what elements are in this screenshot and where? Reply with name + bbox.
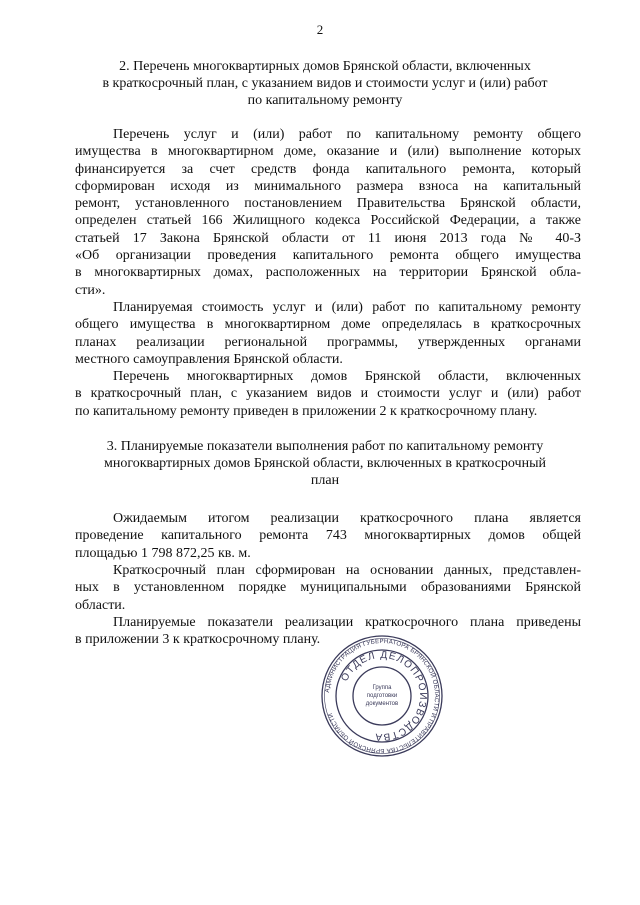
text-line: Ожидаемым итогом реализации краткосрочного плана является xyxy=(113,511,581,526)
text-line: общего имущества в многоквартирном доме определялась в краткосрочных xyxy=(75,317,581,333)
heading-line: по капитальному ремонту xyxy=(247,93,403,108)
text-line: площадью 1 798 872,25 кв. м. xyxy=(75,545,251,561)
section-3-paragraph-2 xyxy=(75,562,581,614)
section-2-paragraph-1 xyxy=(75,126,581,299)
text-line: имущества в многоквартирном доме, оказание и (или) выполнение которых xyxy=(75,144,581,160)
section-2-paragraph-2 xyxy=(75,299,581,368)
heading-line: 3. Планируемые показатели выполнения работ по капитальному ремонту xyxy=(106,439,544,454)
text-line: ремонт, установленного постановлением Правительства Брянской области, xyxy=(75,196,581,212)
heading-line: план xyxy=(310,473,340,488)
text-line: в краткосрочный план, с указанием видов и стоимости услуг и (или) работ xyxy=(75,386,581,402)
section-3-heading xyxy=(60,438,590,489)
text-line: планах реализации региональной программы, утвержденных органами xyxy=(75,334,581,350)
text-line: финансируется за счет средств фонда капитального ремонта, который xyxy=(75,161,581,177)
text-line: Планируемые показатели реализации краткосрочного плана приведены xyxy=(113,615,581,630)
page-number: 2 xyxy=(316,22,324,37)
text-line: Перечень услуг и (или) работ по капитальному ремонту общего xyxy=(113,127,581,142)
section-3-paragraph-1 xyxy=(75,510,581,562)
office-stamp xyxy=(320,634,444,758)
text-line: Планируемая стоимость услуг и (или) работ по капитальному ремонту xyxy=(113,300,581,315)
stamp-outer-text: АДМИНИСТРАЦИЯ ГУБЕРНАТОРА БРЯНСКОЙ ОБЛАСТИ И ПРАВИТЕЛЬСТВА БРЯНСКОЙ ОБЛАСТИ xyxy=(324,637,441,755)
text-line: проведение капитального ремонта 743 многоквартирных домов общей xyxy=(75,528,581,544)
text-line: Краткосрочный план сформирован на основании данных, представлен- xyxy=(113,563,581,578)
text-line: «Об организации проведения капитального ремонта общего имущества xyxy=(75,248,581,264)
text-line: статьей 17 Закона Брянской области от 11 июня 2013 года № 40-З xyxy=(75,230,581,246)
stamp-center-line: Группа xyxy=(372,685,392,691)
text-line: ных в установленном порядке муниципальными образованиями Брянской xyxy=(75,580,581,596)
heading-line: в краткосрочный план, с указанием видов и стоимости услуг и (или) работ xyxy=(102,76,548,91)
text-line: определен статьей 166 Жилищного кодекса Российской Федерации, а также xyxy=(75,213,581,229)
stamp-center-line: документов xyxy=(365,701,399,707)
section-2-paragraph-3 xyxy=(75,368,581,420)
heading-line: многоквартирных домов Брянской области, включенных в краткосрочный xyxy=(104,456,546,471)
text-line: по капитальному ремонту приведен в приложении 2 к краткосрочному плану. xyxy=(75,403,538,419)
stamp-inner-text: ОТДЕЛ ДЕЛОПРОИЗВОДСТВА xyxy=(339,649,429,743)
text-line: Перечень многоквартирных домов Брянской области, включенных xyxy=(113,369,581,384)
text-line: области. xyxy=(75,597,126,613)
stamp-center-line: подготовки xyxy=(366,693,398,699)
heading-line: 2. Перечень многоквартирных домов Брянской области, включенных xyxy=(119,59,531,74)
text-line: в приложении 3 к краткосрочному плану. xyxy=(75,632,321,648)
text-line: сти». xyxy=(75,282,106,298)
section-2-heading xyxy=(60,58,590,109)
text-line: в многоквартирных домах, расположенных на территории Брянской обла- xyxy=(75,265,581,281)
text-line: сформирован исходя из минимального размера взноса на капитальный xyxy=(75,178,581,194)
text-line: местного самоуправления Брянской области. xyxy=(75,351,343,367)
